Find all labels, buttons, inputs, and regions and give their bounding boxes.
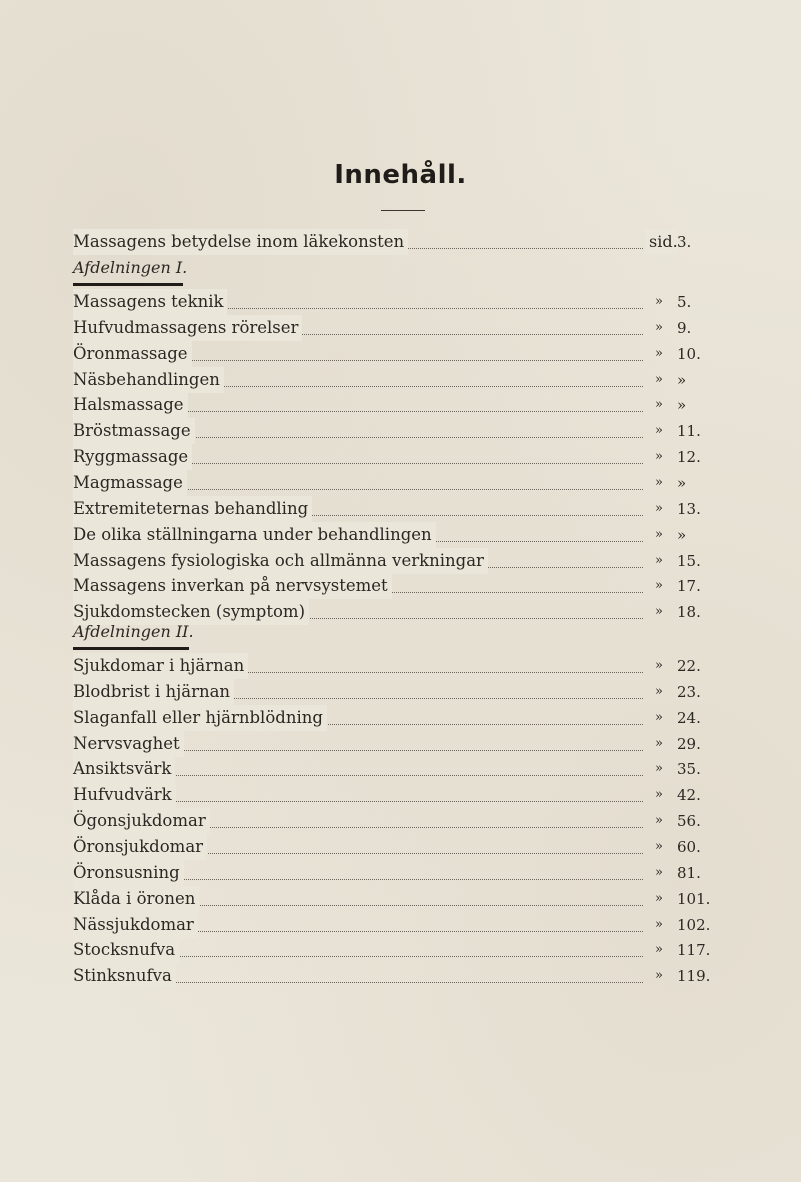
page-number: 24. bbox=[677, 708, 701, 727]
section-heading-1: Afdelningen I. bbox=[73, 258, 188, 277]
page-number: 18. bbox=[677, 603, 701, 622]
toc-entry[interactable] bbox=[73, 444, 723, 470]
toc-entry[interactable] bbox=[73, 418, 723, 444]
toc-entry[interactable] bbox=[73, 963, 723, 989]
ditto-mark: » bbox=[655, 916, 663, 932]
toc-entry[interactable] bbox=[73, 289, 723, 315]
ditto-mark: » bbox=[655, 500, 663, 516]
toc-entry[interactable] bbox=[73, 548, 723, 574]
entry-label: Öronsusning bbox=[73, 860, 184, 886]
entry-label: Blodbrist i hjärnan bbox=[73, 679, 234, 705]
toc-entry[interactable] bbox=[73, 522, 723, 548]
toc-entry[interactable] bbox=[73, 653, 723, 679]
toc-entry[interactable] bbox=[73, 341, 723, 367]
ditto-mark: » bbox=[655, 787, 663, 803]
entry-label: Halsmassage bbox=[73, 392, 188, 418]
ditto-mark: » bbox=[655, 709, 663, 725]
toc-entry[interactable] bbox=[73, 392, 723, 418]
ditto-mark: » bbox=[655, 474, 663, 490]
ditto-mark: » bbox=[655, 552, 663, 568]
page-number: 101. bbox=[677, 889, 711, 908]
page-number: 29. bbox=[677, 734, 701, 753]
ditto-mark: » bbox=[655, 890, 663, 906]
page-number: 3. bbox=[677, 233, 692, 251]
ditto-mark: » bbox=[655, 371, 663, 387]
entry-label: Stocksnufva bbox=[73, 937, 179, 963]
page-number: 15. bbox=[677, 551, 701, 570]
entry-label: Ryggmassage bbox=[73, 444, 192, 470]
toc-entry[interactable] bbox=[73, 756, 723, 782]
page-number: 119. bbox=[677, 967, 711, 986]
toc-entry[interactable] bbox=[73, 573, 723, 599]
title-rule bbox=[381, 210, 425, 211]
entry-label: Stinksnufva bbox=[73, 963, 176, 989]
page-number: 102. bbox=[677, 915, 711, 934]
page-number: 17. bbox=[677, 577, 701, 596]
section-rule-1 bbox=[73, 283, 183, 286]
entry-label: Nässjukdomar bbox=[73, 912, 198, 938]
page-number: 13. bbox=[677, 499, 701, 518]
toc-entry[interactable] bbox=[73, 315, 723, 341]
ditto-mark: » bbox=[655, 294, 663, 309]
page-number: 5. bbox=[677, 293, 692, 311]
entry-label: Massagens teknik bbox=[73, 289, 227, 315]
page-number: » bbox=[677, 473, 687, 492]
entry-label: Klåda i öronen bbox=[73, 886, 199, 912]
toc-entry[interactable] bbox=[73, 886, 723, 912]
entry-label: Hufvudmassagens rörelser bbox=[73, 315, 302, 341]
entry-label: Massagens betydelse inom läkekonsten bbox=[73, 229, 408, 255]
entry-label: De olika ställningarna under behandlingen bbox=[73, 522, 436, 548]
page-number: 22. bbox=[677, 657, 701, 675]
ditto-mark: » bbox=[655, 864, 663, 880]
page-number: 9. bbox=[677, 318, 692, 337]
ditto-mark: » bbox=[655, 578, 663, 594]
page-number: 42. bbox=[677, 786, 701, 805]
entry-label: Slaganfall eller hjärnblödning bbox=[73, 705, 327, 731]
section-rule-2 bbox=[73, 647, 189, 650]
ditto-mark: » bbox=[655, 683, 663, 699]
page-number: 11. bbox=[677, 422, 701, 441]
ditto-mark: » bbox=[655, 423, 663, 439]
page-number: 12. bbox=[677, 448, 701, 467]
entry-label: Massagens inverkan på nervsystemet bbox=[73, 573, 392, 599]
ditto-mark: » bbox=[655, 761, 663, 777]
sid-label: sid. bbox=[645, 229, 678, 255]
page-number: 56. bbox=[677, 812, 701, 831]
entry-label: Öronsjukdomar bbox=[73, 834, 207, 860]
ditto-mark: » bbox=[655, 526, 663, 542]
page-number: 35. bbox=[677, 760, 701, 779]
page-number: 81. bbox=[677, 863, 701, 882]
toc-entry[interactable] bbox=[73, 912, 723, 938]
toc-intro-entry[interactable] bbox=[73, 229, 723, 255]
entry-label: Extremiteternas behandling bbox=[73, 496, 312, 522]
entry-label: Nervsvaghet bbox=[73, 731, 184, 757]
entry-label: Hufvudvärk bbox=[73, 782, 176, 808]
entry-label: Magmassage bbox=[73, 470, 187, 496]
ditto-mark: » bbox=[655, 604, 663, 620]
ditto-mark: » bbox=[655, 813, 663, 829]
toc-entry[interactable] bbox=[73, 782, 723, 808]
ditto-mark: » bbox=[655, 658, 663, 673]
entry-label: Bröstmassage bbox=[73, 418, 195, 444]
ditto-mark: » bbox=[655, 449, 663, 465]
ditto-mark: » bbox=[655, 968, 663, 984]
toc-entry[interactable] bbox=[73, 834, 723, 860]
ditto-mark: » bbox=[655, 942, 663, 958]
entry-label: Ansiktsvärk bbox=[73, 756, 175, 782]
page-number: » bbox=[677, 525, 687, 544]
page-number: » bbox=[677, 370, 687, 389]
toc-entry[interactable] bbox=[73, 860, 723, 886]
toc-entry[interactable] bbox=[73, 496, 723, 522]
page-title: Innehåll. bbox=[334, 160, 467, 190]
toc-entry[interactable] bbox=[73, 367, 723, 393]
toc-entry[interactable] bbox=[73, 731, 723, 757]
entry-label: Ögonsjukdomar bbox=[73, 808, 210, 834]
toc-entry[interactable] bbox=[73, 705, 723, 731]
toc-entry[interactable] bbox=[73, 808, 723, 834]
toc-entry[interactable] bbox=[73, 470, 723, 496]
page-number: » bbox=[677, 396, 687, 415]
toc-entry[interactable] bbox=[73, 937, 723, 963]
page-number: 117. bbox=[677, 941, 711, 960]
page-number: 10. bbox=[677, 344, 701, 363]
entry-label: Sjukdomar i hjärnan bbox=[73, 653, 248, 679]
ditto-mark: » bbox=[655, 735, 663, 751]
toc-entry[interactable] bbox=[73, 679, 723, 705]
ditto-mark: » bbox=[655, 838, 663, 854]
entry-label: Sjukdomstecken (symptom) bbox=[73, 599, 309, 625]
section-heading-2: Afdelningen II. bbox=[73, 622, 194, 641]
ditto-mark: » bbox=[655, 397, 663, 413]
page-number: 23. bbox=[677, 682, 701, 701]
ditto-mark: » bbox=[655, 319, 663, 335]
page-number: 60. bbox=[677, 837, 701, 856]
ditto-mark: » bbox=[655, 345, 663, 361]
entry-label: Näsbehandlingen bbox=[73, 367, 224, 393]
entry-label: Massagens fysiologiska och allmänna verkningar bbox=[73, 548, 488, 574]
entry-label: Öronmassage bbox=[73, 341, 192, 367]
